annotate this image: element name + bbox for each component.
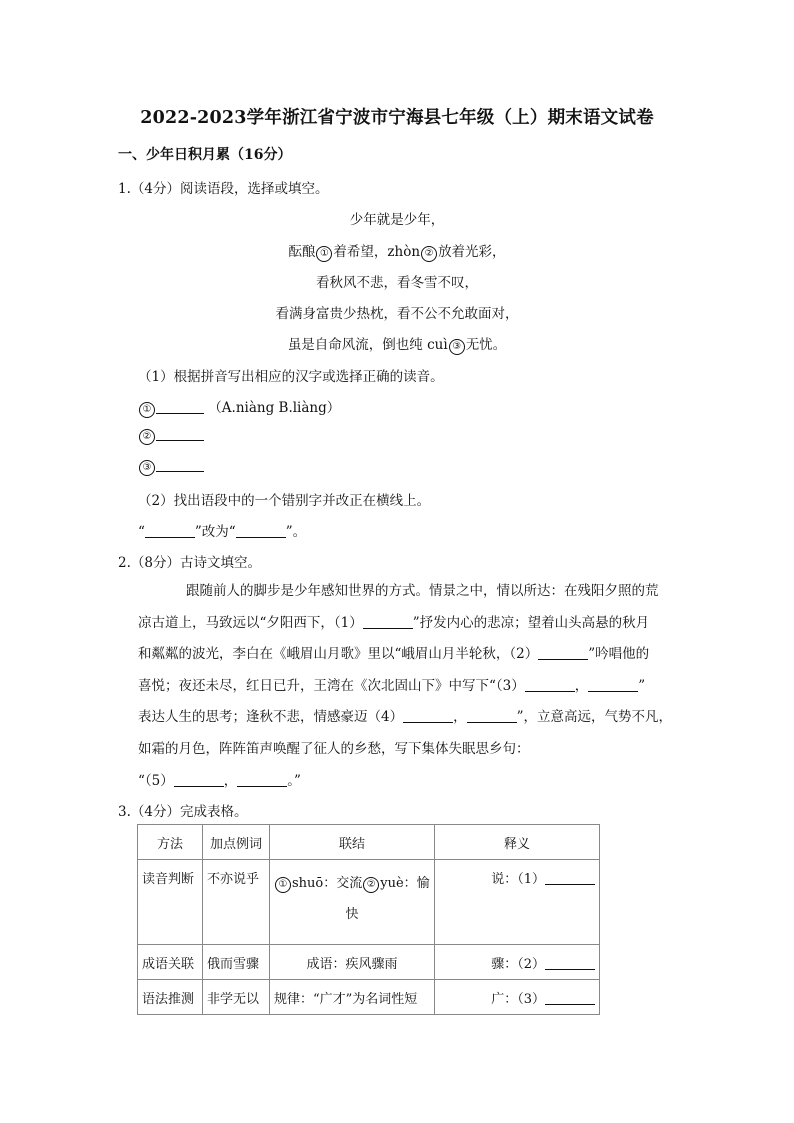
passage-line: 喜悦；夜还未尽，红日已升，王湾在《次北固山下》中写下“（3） ， ” [138,677,646,694]
table-row [138,980,600,1015]
q1-sub1-prompt: （1）根据拼音写出相应的汉字或选择正确的读音。 [138,369,444,385]
passage-char: 阵 [232,740,246,757]
passage-char: ： [516,740,530,757]
q1-answer-2: ② [138,427,204,445]
passage-line: 凉古道上，马致远以“夕阳西下，（1） ”抒发内心的悲凉；望着山头高悬的秋月 [138,614,650,631]
passage-char: 的 [165,740,179,757]
q1-sub2-prompt: （2）找出语段中的一个错别字并改正在横线上。 [138,493,431,509]
passage-char: ， [381,740,395,757]
question-3-stem: 3.（4分）完成表格。 [118,804,248,820]
table-cell: 不亦说乎 [203,860,270,945]
answer-blank[interactable] [156,401,204,414]
passage-char: 人 [327,740,341,757]
passage-char: 乡 [354,740,368,757]
passage-char: 下 [408,740,422,757]
passage-line: “（5） ， 。” [138,772,301,789]
table-header-row [138,825,600,860]
passage-char: 的 [340,740,354,757]
answer-blank[interactable] [545,872,595,885]
answer-blank[interactable] [525,679,575,692]
answer-blank[interactable] [467,710,517,723]
passage-char: 声 [259,740,273,757]
passage-char: 笛 [246,740,260,757]
section-heading: 一、少年日积月累（16分） [118,147,292,163]
table-cell: 非学无以 [203,980,270,1015]
table-cell: 说：（1） [435,860,600,945]
passage-char: 月 [178,740,192,757]
page-title: 2022-2023学年浙江省宁波市宁海县七年级（上）期末语文试卷 [140,108,654,128]
passage-char: 乡 [489,740,503,757]
answer-blank[interactable] [145,525,195,538]
table-header: 加点例词 [203,825,270,860]
answer-blank[interactable] [174,774,224,787]
passage-char: 了 [300,740,314,757]
table-cell: 成语关联 [138,945,203,980]
answer-blank[interactable] [545,992,595,1005]
passage-char: 愁 [367,740,381,757]
passage-char: ， [205,740,219,757]
answer-blank[interactable] [538,647,588,660]
passage-char: 阵 [219,740,233,757]
blank-marker-3: ③ [449,339,465,355]
blank-marker-2: ② [421,246,437,262]
table-row [138,945,600,980]
answer-blank[interactable] [156,459,204,472]
passage-line: 表达人生的思考；逢秋不悲，情感豪迈（4） ， ”，立意高远，气势不凡， [138,709,672,726]
table-row [138,860,600,945]
passage-char: 霜 [151,740,165,757]
table-cell: ① shuō：交流 ② yuè：愉 快 [270,860,435,945]
answer-blank[interactable] [156,428,204,441]
table-cell: 读音判断 [138,860,203,945]
table-cell: 语法推测 [138,980,203,1015]
answer-table [137,824,600,1015]
answer-blank[interactable] [363,616,413,629]
passage-char: 如 [138,740,152,757]
passage-char: 体 [435,740,449,757]
table-cell: 广：（3） [435,980,600,1015]
passage-char: 征 [313,740,327,757]
q1-answer-3: ③ [138,458,204,476]
passage-line: 跟随前人的脚步是少年感知世界的方式。情景之中，情以所达：在残阳夕照的荒 [186,583,659,599]
passage-line: 和粼粼的波光，李白在《峨眉山月歌》里以“峨眉山月半轮秋，（2） ”吟唱他的 [138,646,650,663]
passage-line [138,734,674,766]
passage-char: 思 [475,740,489,757]
poem-line-5: 虽是自命风流，倒也纯 cuì ③ 无忧。 [287,337,507,353]
poem-line-2: 酝酿 ① 着希望，zhòn ② 放着光彩， [288,244,506,260]
question-2-stem: 2.（8分）古诗文填空。 [118,555,261,571]
passage-char: 唤 [273,740,287,757]
table-cell: 规律：“广才”为名词性短 [270,980,435,1015]
table-cell: 俄而雪骤 [203,945,270,980]
table-header: 释义 [435,825,600,860]
q1-answer-1: ① （A.niàng B.liàng） [138,396,340,418]
q1-fix-line: “ ”改为“ ”。 [138,524,307,540]
passage-char: 色 [192,740,206,757]
answer-blank[interactable] [236,525,286,538]
passage-char: 写 [394,740,408,757]
table-header: 方法 [138,825,203,860]
answer-blank[interactable] [237,774,287,787]
poem-line-3: 看秋风不悲，看冬雪不叹， [316,275,478,291]
table-cell: 骤：（2） [435,945,600,980]
table-cell: 成语：疾风骤雨 [270,945,435,980]
answer-blank[interactable] [403,710,453,723]
answer-blank[interactable] [545,957,595,970]
passage-char: 集 [421,740,435,757]
passage-char: 眠 [462,740,476,757]
passage-char: 失 [448,740,462,757]
q2-passage [138,576,674,797]
answer-blank[interactable] [588,679,638,692]
poem-line-4: 看满身富贵少热枕，看不公不允敢面对， [275,306,519,322]
poem-line-1: 少年就是少年， [349,212,445,228]
passage-char: 醒 [286,740,300,757]
table-header: 联结 [270,825,435,860]
passage-char: 句 [502,740,516,757]
question-1-stem: 1.（4分）阅读语段，选择或填空。 [118,181,329,197]
blank-marker-1: ① [316,246,332,262]
